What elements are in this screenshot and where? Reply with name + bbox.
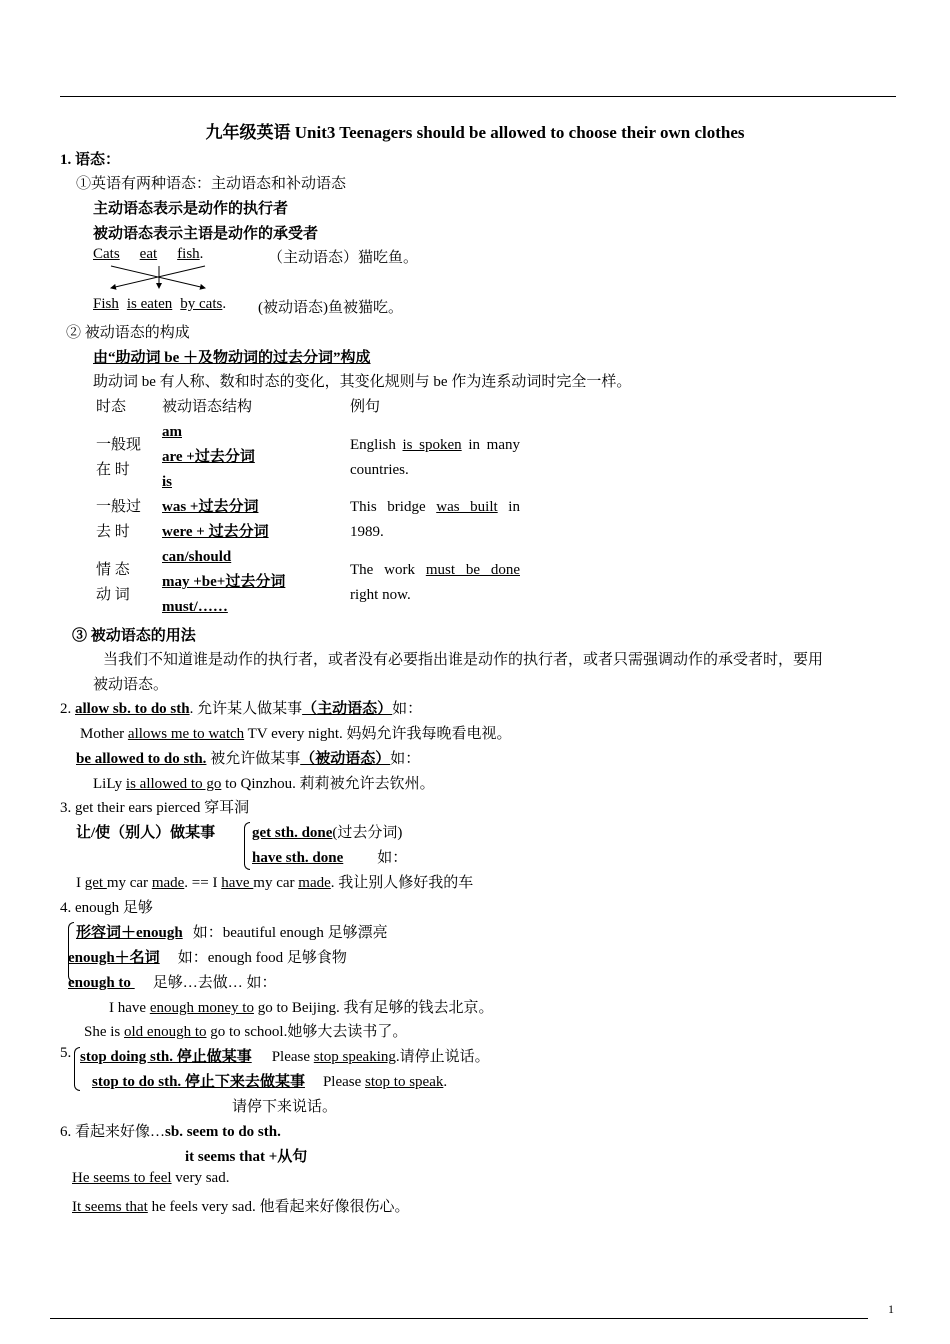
footer-rule xyxy=(50,1318,868,1319)
section-2-allowed-passive xyxy=(76,747,420,768)
pattern-text: get sth. done xyxy=(252,825,333,841)
passive-usage-line-1: 当我们不知道谁是动作的执行者，或者没有必要指出谁是动作的执行者，或者只需强调动作的承受者时，要用 xyxy=(103,652,824,668)
phrase-meaning: . 允许某人做某事 xyxy=(189,701,303,717)
section-4-example-2 xyxy=(84,1020,407,1041)
pattern-text: enough to xyxy=(68,975,135,991)
causative-label: 让/使（别人）做某事 xyxy=(76,825,216,841)
example-text: in many countries. xyxy=(350,436,520,478)
form-line: are +过去分词 xyxy=(162,449,255,465)
causative-brace xyxy=(244,822,250,870)
example-passive-verb: was built xyxy=(436,499,498,515)
form-line: may +be+过去分词 xyxy=(162,574,286,590)
example-text: This bridge xyxy=(350,499,437,515)
example-text: in 1989. xyxy=(350,499,520,540)
example-highlight: made xyxy=(151,875,185,891)
example-text: he feels very sad. 他看起来好像很伤心。 xyxy=(147,1199,410,1215)
passive-usage-heading: ③ 被动语态的用法 xyxy=(72,628,196,644)
header-rule xyxy=(60,96,896,97)
tense-cell xyxy=(92,545,158,620)
form-line: is xyxy=(162,474,173,490)
table-header-tense: 时态 xyxy=(96,399,127,415)
tense-line: 一般现 xyxy=(96,436,142,453)
table-row xyxy=(92,420,524,495)
pattern-text: enough＋名词 xyxy=(68,950,160,966)
page-title: 九年级英语 Unit3 Teenagers should be allowed to choose their own clothes xyxy=(205,123,745,142)
example-cell xyxy=(346,495,524,545)
example-text: my car xyxy=(253,875,299,891)
phrase-allow: allow sb. to do sth xyxy=(75,701,190,717)
example-highlight: old enough to xyxy=(124,1024,207,1040)
tense-line: 一般过 xyxy=(96,499,142,515)
structure-cell xyxy=(158,545,346,620)
example-text: Please xyxy=(322,1074,366,1090)
example-text: . == I xyxy=(184,875,222,891)
passive-usage-line-2: 被动语态。 xyxy=(93,677,169,693)
table-header-example: 例句 xyxy=(350,399,381,415)
form-line: must/…… xyxy=(162,599,228,615)
pattern-text: stop to do sth. 停止下来去做某事 xyxy=(92,1074,305,1090)
table-header-structure: 被动语态结构 xyxy=(162,399,253,415)
stop-doing-line xyxy=(80,1045,490,1066)
tense-line: 情 态 xyxy=(96,561,130,578)
tense-line: 动 词 xyxy=(96,586,130,603)
pattern-text: 形容词＋enough xyxy=(76,925,183,941)
tense-line: 在 时 xyxy=(96,461,130,478)
pattern-note: 如： xyxy=(377,850,408,866)
example-text: go to school.她够大去读书了。 xyxy=(206,1024,408,1040)
example-text: .请停止说话。 xyxy=(395,1049,490,1065)
section-6-heading xyxy=(60,1120,281,1141)
voice-transform-arrows xyxy=(93,264,233,294)
table-row xyxy=(92,545,524,620)
section-3-heading: 3. get their ears pierced 穿耳洞 xyxy=(60,800,250,816)
example-highlight: It seems that xyxy=(72,1199,148,1215)
section-6-example-2 xyxy=(72,1195,409,1216)
example-lead: 如： xyxy=(390,751,421,767)
section-2-example-1 xyxy=(80,722,512,743)
table-header-row xyxy=(92,395,524,420)
pattern-text: stop doing sth. 停止做某事 xyxy=(80,1049,252,1065)
example-highlight: get xyxy=(84,875,107,891)
example-text: I have xyxy=(109,1000,150,1016)
phrase-meaning: 被允许做某事 xyxy=(206,751,301,767)
tense-cell xyxy=(92,420,158,495)
enough-rule-noun xyxy=(68,946,347,967)
active-voice-definition: 主动语态表示是动作的执行者 xyxy=(93,201,289,217)
page-number: 1 xyxy=(888,1302,894,1316)
example-text: go to Beijing. 我有足够的钱去北京。 xyxy=(253,1000,494,1016)
example-text: . 我让别人修好我的车 xyxy=(330,875,474,891)
example-highlight: He seems to feel xyxy=(72,1170,172,1186)
passive-agent: by cats xyxy=(180,296,223,312)
passive-example-translation: (被动语态)鱼被猫吃。 xyxy=(258,300,403,316)
voice-tag: （主动语态） xyxy=(302,701,393,717)
example-passive-verb: is spoken xyxy=(402,436,462,453)
section-number: 2. xyxy=(60,701,75,717)
active-example xyxy=(93,246,203,263)
active-object: fish xyxy=(177,246,200,262)
example-text: I xyxy=(76,875,85,891)
passive-period: . xyxy=(222,296,227,312)
active-verb: eat xyxy=(139,246,158,262)
example-cell xyxy=(346,420,524,495)
example-highlight: allows me to watch xyxy=(127,726,245,742)
voice-tag: （被动语态） xyxy=(300,751,391,767)
example-highlight: made xyxy=(298,875,331,891)
causative-option-have xyxy=(252,846,407,867)
example-highlight: stop speaking xyxy=(313,1049,396,1065)
form-line: were + 过去分词 xyxy=(162,524,269,540)
section-6-example-1 xyxy=(72,1170,229,1187)
form-line: am xyxy=(162,424,182,440)
form-line: can/should xyxy=(162,549,232,565)
example-text: The work xyxy=(350,561,426,578)
example-text: right now. xyxy=(350,586,411,603)
active-example-translation: （主动语态）猫吃鱼。 xyxy=(268,250,419,266)
section-2-example-2 xyxy=(93,772,435,793)
section-4-heading: 4. enough 足够 xyxy=(60,900,153,916)
passive-structure-rule: 由“助动词 be ＋及物动词的过去分词”构成 xyxy=(93,350,371,366)
example-text: TV every night. 妈妈允许我每晚看电视。 xyxy=(244,726,512,742)
section-5-number: 5. xyxy=(60,1045,72,1061)
structure-cell xyxy=(158,495,346,545)
passive-example xyxy=(93,296,226,313)
enough-rule-adjective xyxy=(76,921,388,942)
form-line: was +过去分词 xyxy=(162,499,259,515)
passive-subject: Fish xyxy=(93,296,119,312)
causative-option-get xyxy=(252,821,402,842)
example-text: English xyxy=(350,436,403,453)
passive-voice-definition: 被动语态表示主语是动作的承受者 xyxy=(93,226,319,242)
voice-intro: ①英语有两种语态：主动语态和补动语态 xyxy=(76,176,347,192)
passive-verb: is eaten xyxy=(126,296,173,312)
example-highlight: have xyxy=(221,875,254,891)
passive-structure-heading: ② 被动语态的构成 xyxy=(66,325,190,341)
section-2-allow-active xyxy=(60,697,422,718)
example-highlight: stop to speak xyxy=(365,1074,444,1090)
phrase-be-allowed: be allowed to do sth. xyxy=(76,751,207,767)
example-text: She is xyxy=(84,1024,125,1040)
example-cell xyxy=(346,545,524,620)
example-highlight: is allowed to go xyxy=(125,776,222,792)
active-period: . xyxy=(199,246,204,262)
it-seems-pattern: it seems that +从句 xyxy=(185,1149,308,1165)
passive-structure-note: 助动词 be 有人称、数和时态的变化，其变化规则与 be 作为连系动词时完全一样。 xyxy=(93,374,632,390)
heading-text: 6. 看起来好像… xyxy=(60,1124,166,1140)
stop-to-do-translation: 请停下来说话。 xyxy=(232,1099,338,1115)
pattern-note: 如：enough food 足够食物 xyxy=(177,950,347,966)
structure-cell xyxy=(158,420,346,495)
example-text: LiLy xyxy=(93,776,126,792)
section-1-heading: 1. 语态： xyxy=(60,152,121,168)
pattern-note: (过去分词) xyxy=(332,825,403,841)
table-row xyxy=(92,495,524,545)
active-subject: Cats xyxy=(93,246,120,262)
pattern-text: have sth. done xyxy=(252,850,344,866)
example-text: to Qinzhou. 莉莉被允许去钦州。 xyxy=(221,776,435,792)
example-text: Mother xyxy=(80,726,128,742)
passive-voice-table xyxy=(92,395,524,620)
example-lead: 如： xyxy=(392,701,423,717)
pattern-text: sb. seem to do sth. xyxy=(165,1124,281,1140)
stop-to-do-line xyxy=(92,1070,447,1091)
enough-rule-to xyxy=(68,971,276,992)
example-text: my car xyxy=(106,875,152,891)
pattern-note: 如：beautiful enough 足够漂亮 xyxy=(192,925,388,941)
example-text: Please xyxy=(271,1049,314,1065)
section-4-example-1 xyxy=(109,996,494,1017)
example-passive-verb: must be done xyxy=(425,561,520,578)
example-highlight: enough money to xyxy=(149,1000,254,1016)
example-text: very sad. xyxy=(171,1170,230,1186)
section-3-example xyxy=(76,871,473,892)
tense-line: 去 时 xyxy=(96,524,130,540)
example-text: . xyxy=(443,1074,448,1090)
pattern-note: 足够…去做… 如： xyxy=(152,975,277,991)
tense-cell xyxy=(92,495,158,545)
